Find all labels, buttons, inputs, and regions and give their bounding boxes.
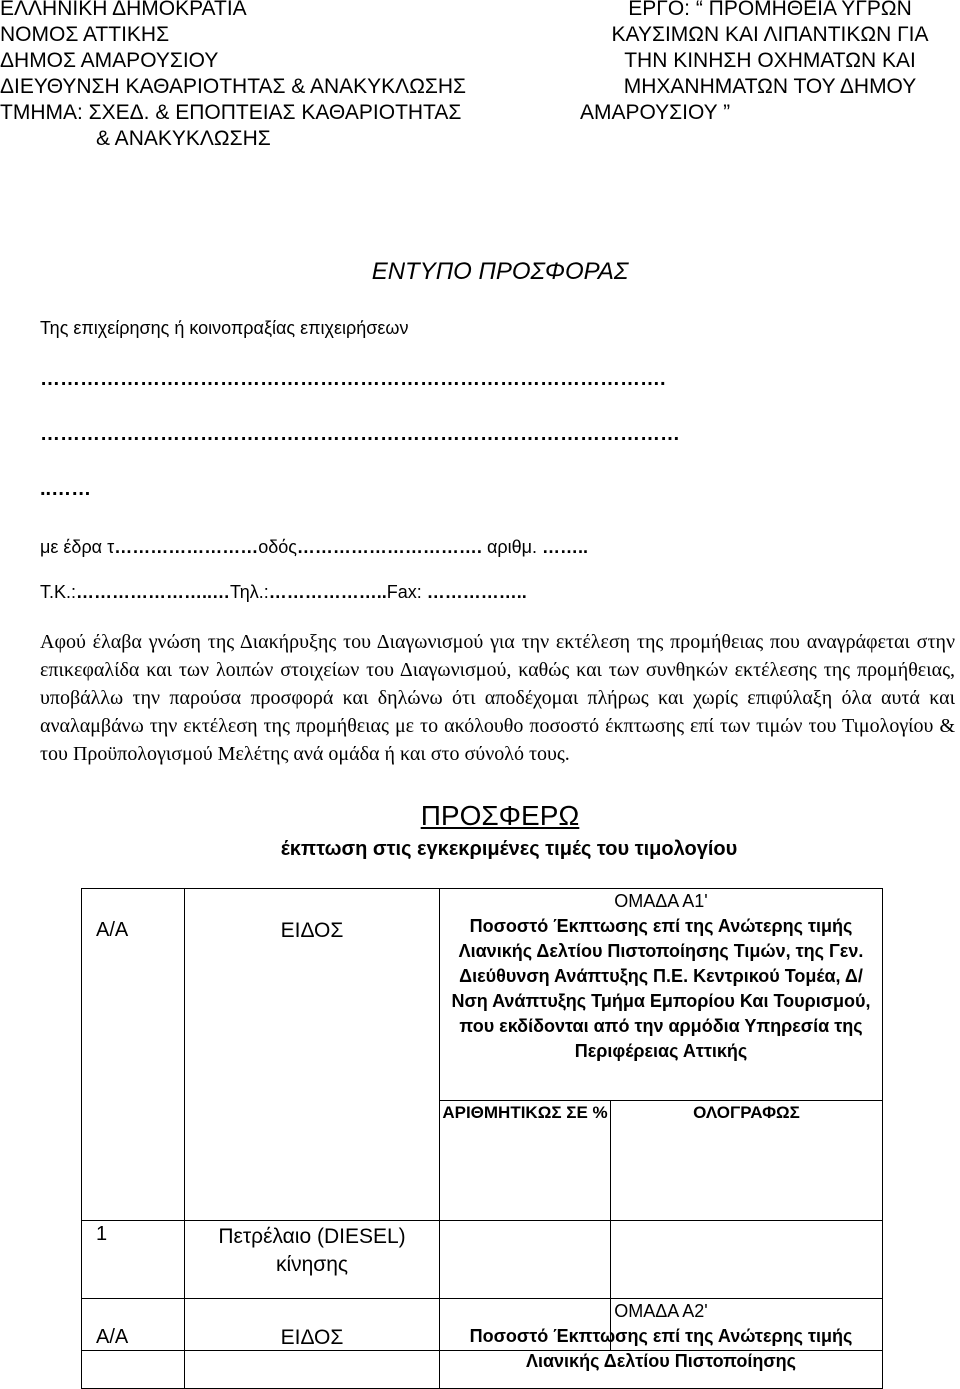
contact-line (40, 582, 527, 603)
blank-line: ..…… (40, 478, 92, 500)
seat-label: με έδρα τ (40, 537, 115, 557)
col-eidos-header: ΕΙΔΟΣ (280, 919, 344, 942)
street-label: οδός (258, 537, 297, 557)
offer-title: ΠΡΟΣΦΕΡΩ (420, 800, 580, 831)
address-line (40, 537, 588, 558)
discount-header: Ποσοστό Έκπτωσης επί της Ανώτερης τιμής Λιανικής Δελτίου Πιστοποίησης Τιμών, της Γεν. Διεύθυνση Ανάπτυξης Π.Ε. Κεντρικού Τομέα, Δ/Νση Ανάπτυξης Τμήμα Εμπορίου Και Τουρισμού, που εκδίδονται από την αρμόδια Υπηρεσία της Περιφέρειας Αττικής (451, 916, 871, 1061)
group-cell (440, 1299, 883, 1389)
blank-line: …………………………………………………………………………………… (40, 423, 680, 445)
numeric-column (440, 1101, 611, 1221)
col-eidos-header: ΕΙΔΟΣ (280, 1326, 344, 1349)
col-aa-cell (82, 889, 185, 1221)
header-line: ΔΗΜΟΣ ΑΜΑΡΟΥΣΙΟΥ (0, 49, 219, 72)
discount-table-a2 (81, 1298, 883, 1389)
group-label: ΟΜΑΔΑ Α2' (614, 1301, 708, 1321)
blank-line: …………………………………………………………………………………. (40, 368, 666, 390)
project-header (580, 0, 960, 126)
phone-label: Τηλ.: (230, 582, 269, 602)
project-line: ΤΗΝ ΚΙΝΗΣΗ ΟΧΗΜΑΤΩΝ ΚΑΙ (624, 49, 916, 72)
col-eidos-cell (185, 1299, 440, 1389)
group-label: ΟΜΑΔΑ Α1' (614, 891, 708, 911)
issuer-header (0, 0, 590, 152)
declaration-paragraph: Αφού έλαβα γνώση της Διακήρυξης του Διαγωνισμού για την εκτέλεση της προμήθειας που αναγράφεται στην επικεφαλίδα και των λοιπών στοιχείων του Διαγωνισμού, καθώς και των συνθηκών εκτέλεσης της προμήθειας, υποβάλλω την παρούσα προσφορά και δηλώνω ότι αποδέχομαι πλήρως και χωρίς επιφύλαξη όλα αυτά και αναλαμβάνω την εκτέλεση της προμήθειας με το ακόλουθο ποσοστό έκπτωσης επί των τιμών του Τιμολογίου & του Προϋπολογισμού Μελέτης ανά ομάδα ή και στο σύνολό τους. (40, 631, 955, 765)
header-line: ΕΛΛΗΝΙΚΗ ΔΗΜΟΚΡΑΤΙΑ (0, 0, 247, 20)
fax-label: Fax: (386, 582, 422, 602)
street-blank: …………………………. (296, 537, 482, 557)
col-aa-cell (82, 1299, 185, 1389)
words-column (611, 1101, 883, 1221)
discount-table-a1 (81, 888, 883, 1351)
group-cell (440, 889, 883, 1101)
project-line: ΑΜΑΡΟΥΣΙΟΥ ” (580, 101, 731, 124)
number-blank: …….. (542, 537, 589, 557)
header-line: ΔΙΕΥΘΥΝΣΗ ΚΑΘΑΡΙΟΤΗΤΑΣ & ΑΝΑΚΥΚΛΩΣΗΣ (0, 75, 467, 98)
postcode-label: Τ.Κ.: (40, 582, 77, 602)
row-item: Πετρέλαιο (DIESEL) κίνησης (218, 1225, 406, 1276)
project-line: ΕΡΓΟ: “ ΠΡΟΜΗΘΕΙΑ ΥΓΡΩΝ (628, 0, 912, 20)
postcode-blank: …………………..… (76, 582, 231, 602)
col-aa-header: Α/Α (96, 919, 129, 941)
form-subtitle: Της επιχείρησης ή κοινοπραξίας επιχειρήσεων (40, 318, 409, 338)
header-line: & ΑΝΑΚΥΚΛΩΣΗΣ (96, 127, 271, 150)
project-line: ΚΑΥΣΙΜΩΝ ΚΑΙ ΛΙΠΑΝΤΙΚΩΝ ΓΙΑ (611, 23, 929, 46)
row-number: 1 (96, 1223, 108, 1245)
words-header: ΟΛΟΓΡΑΦΩΣ (693, 1103, 800, 1122)
number-label: αριθμ. (486, 537, 537, 557)
col-eidos-cell (185, 889, 440, 1221)
phone-blank: ……………….. (268, 582, 387, 602)
col-aa-header: Α/Α (96, 1326, 129, 1348)
header-line: ΤΜΗΜΑ: ΣΧΕΔ. & ΕΠΟΠΤΕΙΑΣ ΚΑΘΑΡΙΟΤΗΤΑΣ (0, 101, 462, 124)
fax-blank: …………….. (426, 582, 527, 602)
project-line: ΜΗΧΑΝΗΜΑΤΩΝ ΤΟΥ ΔΗΜΟΥ (623, 75, 917, 98)
header-line: ΝΟΜΟΣ ΑΤΤΙΚΗΣ (0, 23, 170, 46)
discount-header: Ποσοστό Έκπτωσης επί της Ανώτερης τιμής Λιανικής Δελτίου Πιστοποίησης (469, 1326, 853, 1371)
seat-blank: …………………… (114, 537, 259, 557)
form-title: ΕΝΤΥΠΟ ΠΡΟΣΦΟΡΑΣ (371, 258, 629, 285)
numeric-header: ΑΡΙΘΜΗΤΙΚΩΣ ΣΕ % (442, 1103, 608, 1122)
offer-subtitle: έκπτωση στις εγκεκριμένες τιμές του τιμολογίου (280, 838, 738, 860)
